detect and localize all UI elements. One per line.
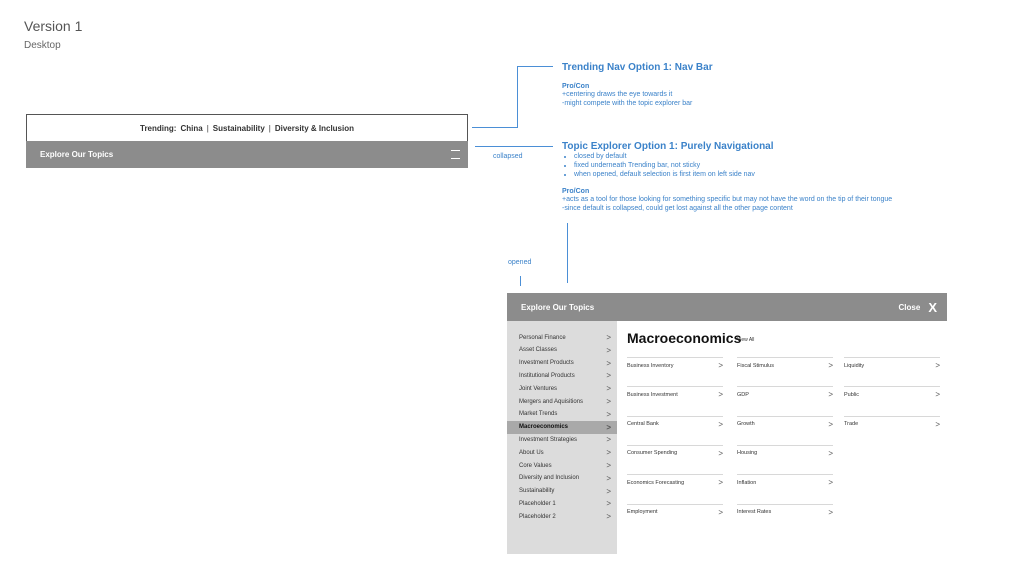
close-icon[interactable]: X [928, 299, 937, 315]
sidebar-item[interactable] [507, 459, 617, 472]
sidebar-item-label: Joint Ventures [519, 385, 558, 392]
topic-link[interactable] [627, 445, 723, 459]
sidebar-item[interactable] [507, 382, 617, 395]
sidebar-item[interactable] [507, 485, 617, 498]
trending-link-sustainability[interactable]: Sustainability [212, 123, 265, 133]
chevron-right-icon: > [718, 390, 723, 400]
sidebar-item[interactable] [507, 497, 617, 510]
topic-heading: Macroeconomics [627, 330, 742, 346]
topic-option-bullet: • fixed underneath Trending bar, not sticky [574, 161, 1002, 170]
chevron-right-icon: > [606, 422, 611, 432]
sidebar-item-label: Personal Finance [519, 334, 566, 341]
sidebar-item-label: Mergers and Aquisitions [519, 398, 584, 405]
topic-sidebar [507, 321, 617, 554]
nav-option-title: Trending Nav Option 1: Nav Bar [562, 62, 713, 73]
topic-link-label: Business Inventory [627, 362, 674, 369]
chevron-right-icon: > [718, 448, 723, 458]
topic-link-label: Public [844, 391, 859, 398]
topic-link[interactable] [627, 504, 723, 518]
panel-header [507, 293, 947, 321]
nav-option-line: +centering draws the eye towards it [562, 91, 673, 98]
close-button[interactable] [899, 300, 937, 315]
hamburger-icon[interactable] [451, 150, 460, 159]
topic-link-label: Liquidity [844, 362, 865, 369]
sidebar-item[interactable] [507, 421, 617, 434]
chevron-right-icon: > [828, 448, 833, 458]
sidebar-item[interactable] [507, 472, 617, 485]
chevron-right-icon: > [718, 361, 723, 370]
topic-link-label: Interest Rates [737, 509, 772, 515]
connector-line [567, 223, 568, 283]
topic-option-line: +acts as a tool for those looking for something specific but may not have the word on the tip of their tongue [562, 196, 893, 203]
opened-label: opened [508, 259, 532, 266]
sidebar-item-label: Core Values [519, 462, 552, 469]
topic-link[interactable] [737, 445, 833, 459]
topic-option-bullet: • when opened, default selection is first item on left side nav [574, 170, 1002, 179]
chevron-right-icon: > [606, 499, 611, 509]
topic-option-note [562, 141, 1002, 213]
chevron-right-icon: > [606, 486, 611, 496]
topic-link[interactable] [737, 504, 833, 518]
chevron-right-icon: > [935, 361, 940, 370]
collapsed-label: collapsed [493, 153, 523, 160]
chevron-right-icon: > [828, 507, 833, 517]
sidebar-item[interactable] [507, 357, 617, 370]
sidebar-item-label: About Us [519, 449, 544, 456]
view-all-link[interactable]: View All [737, 337, 755, 343]
chevron-right-icon: > [828, 419, 833, 429]
topic-link[interactable] [627, 357, 723, 371]
connector-line [517, 66, 553, 67]
trending-separator: | [206, 123, 209, 133]
topic-option-procon: Pro/Con [562, 188, 590, 195]
trending-label: Trending: [140, 123, 177, 133]
topic-link-label: Growth [737, 421, 755, 428]
sidebar-item[interactable] [507, 446, 617, 459]
chevron-right-icon: > [606, 461, 611, 470]
sidebar-item-label: Investment Strategies [519, 436, 578, 443]
explore-topics-bar[interactable] [26, 141, 468, 168]
chevron-right-icon: > [828, 361, 833, 370]
topic-link[interactable] [627, 386, 723, 400]
topic-link-label: Fiscal Stimulus [737, 362, 774, 369]
topic-link[interactable] [844, 416, 940, 430]
chevron-right-icon: > [606, 333, 611, 342]
nav-option-note [562, 62, 982, 108]
panel-title: Explore Our Topics [521, 302, 595, 312]
sidebar-item-label: Sustainability [519, 488, 555, 495]
explore-topics-title: Explore Our Topics [40, 150, 114, 159]
sidebar-item-label: Institutional Products [519, 372, 575, 379]
version-title: Version 1 [24, 18, 83, 34]
chevron-right-icon: > [828, 478, 833, 488]
topic-link-label: Employment [627, 509, 658, 515]
sidebar-item-label: Macroeconomics [519, 424, 569, 431]
topic-link-label: Consumer Spending [627, 450, 678, 457]
connector-line [517, 66, 518, 128]
topic-link-label: Housing [737, 450, 758, 457]
chevron-right-icon: > [828, 390, 833, 400]
version-subtitle: Desktop [24, 40, 61, 51]
topic-link[interactable] [737, 386, 833, 400]
chevron-right-icon: > [606, 384, 611, 394]
nav-option-line: -might compete with the topic explorer bar [562, 100, 693, 107]
topic-option-bullet: • closed by default [574, 152, 1002, 161]
sidebar-item[interactable] [507, 344, 617, 357]
trending-link-china[interactable]: China [180, 123, 203, 133]
connector-line [472, 127, 518, 128]
topic-link[interactable] [737, 474, 833, 488]
topic-link-label: Business Investment [627, 391, 678, 398]
trending-bar [26, 114, 468, 142]
chevron-right-icon: > [606, 512, 611, 522]
nav-option-procon: Pro/Con [562, 83, 590, 90]
trending-link-diversity[interactable]: Diversity & Inclusion [274, 123, 354, 133]
sidebar-item[interactable] [507, 369, 617, 382]
topic-link[interactable] [737, 357, 833, 371]
chevron-right-icon: > [606, 345, 611, 355]
sidebar-item[interactable] [507, 331, 617, 344]
sidebar-item[interactable] [507, 408, 617, 421]
topic-link[interactable] [737, 416, 833, 430]
topic-link[interactable] [627, 474, 723, 488]
connector-line [475, 146, 553, 147]
chevron-right-icon: > [718, 507, 723, 517]
chevron-right-icon: > [935, 419, 940, 429]
topic-explorer-panel [507, 293, 947, 554]
sidebar-item-label: Placeholder 1 [519, 500, 556, 507]
sidebar-item-label: Asset Classes [519, 347, 558, 354]
sidebar-item[interactable] [507, 395, 617, 408]
sidebar-item-label: Diversity and Inclusion [519, 475, 580, 482]
topic-option-line: -since default is collapsed, could get lost against all the other page content [562, 205, 793, 212]
sidebar-item[interactable] [507, 510, 617, 523]
topic-link-label: Economics Forecasting [627, 479, 685, 486]
connector-line [520, 276, 521, 286]
chevron-right-icon: > [718, 478, 723, 488]
sidebar-item-label: Market Trends [519, 411, 558, 418]
topic-link-label: Central Bank [627, 421, 659, 428]
chevron-right-icon: > [606, 473, 611, 483]
chevron-right-icon: > [606, 397, 611, 406]
topic-link[interactable] [844, 357, 940, 371]
chevron-right-icon: > [935, 390, 940, 400]
topic-option-bullets [562, 152, 1002, 179]
topic-link-label: Trade [844, 421, 859, 428]
chevron-right-icon: > [718, 419, 723, 429]
chevron-right-icon: > [606, 371, 611, 381]
topic-option-title: Topic Explorer Option 1: Purely Navigational [562, 141, 774, 152]
sidebar-item[interactable] [507, 433, 617, 446]
topic-content [617, 321, 947, 554]
sidebar-item-label: Placeholder 2 [519, 513, 556, 520]
chevron-right-icon: > [606, 448, 611, 458]
trending-separator: | [268, 123, 271, 133]
chevron-right-icon: > [606, 409, 611, 419]
sidebar-item-label: Investment Products [519, 360, 574, 367]
topic-link[interactable] [844, 386, 940, 400]
topic-link-label: GDP [737, 391, 749, 398]
chevron-right-icon: > [606, 435, 611, 445]
close-label[interactable]: Close [898, 302, 921, 312]
topic-link-label: Inflation [737, 479, 757, 486]
topic-link[interactable] [627, 416, 723, 430]
chevron-right-icon: > [606, 358, 611, 368]
